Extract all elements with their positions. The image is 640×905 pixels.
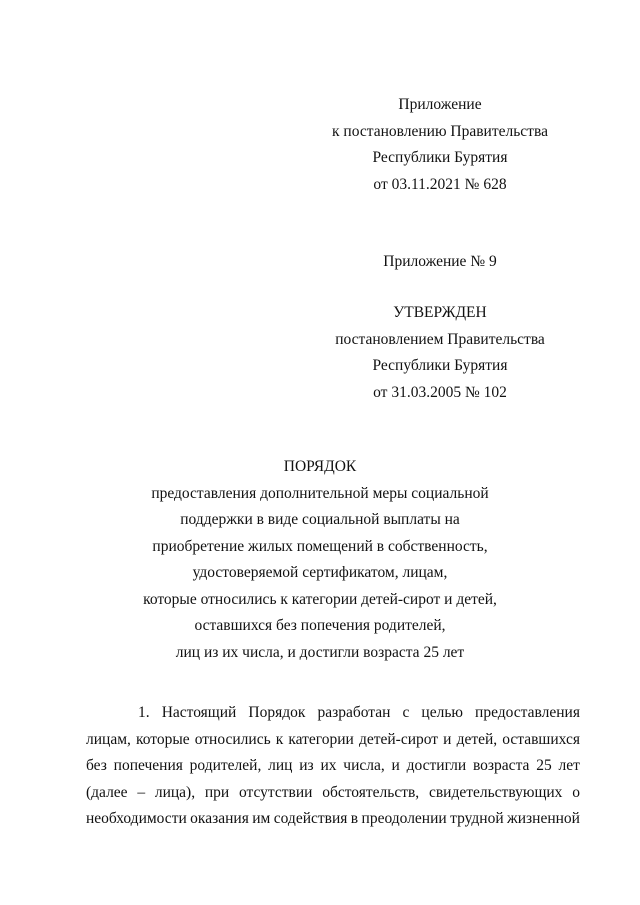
word: содействия bbox=[273, 810, 348, 827]
paragraph-line bbox=[86, 806, 580, 833]
word: при bbox=[204, 783, 230, 801]
word: о bbox=[572, 783, 580, 801]
paragraph-line bbox=[86, 753, 580, 780]
appendix-header bbox=[320, 92, 560, 198]
word: обстоятельств, bbox=[322, 783, 420, 801]
approved-region: Республики Бурятия bbox=[372, 357, 508, 374]
approved-block bbox=[320, 300, 560, 406]
word: детей, bbox=[456, 730, 498, 748]
paragraph-line bbox=[86, 700, 580, 727]
appendix-decree-ref: к постановлению Правительства bbox=[332, 122, 548, 140]
title-line: которые относились к категории детей-сирот и детей, bbox=[143, 590, 497, 608]
appendix-date-number: от 03.11.2021 № 628 bbox=[373, 175, 507, 193]
word: и bbox=[443, 730, 452, 748]
title-line: приобретение жилых помещений в собственность, bbox=[152, 537, 488, 555]
word: 1. bbox=[138, 704, 150, 721]
word: необходимости bbox=[86, 810, 187, 827]
document-title bbox=[60, 454, 580, 666]
word: Порядок bbox=[248, 704, 306, 721]
title-line: предоставления дополнительной меры социальной bbox=[151, 484, 489, 502]
word: лет bbox=[558, 757, 580, 774]
appendix-label: Приложение bbox=[398, 96, 482, 113]
word: которые bbox=[135, 730, 190, 748]
word: детей-сирот bbox=[358, 730, 439, 748]
word: категории bbox=[288, 730, 354, 748]
word: отсутствии bbox=[238, 783, 313, 801]
word: – bbox=[137, 783, 146, 801]
approved-heading: УТВЕРЖДЕН bbox=[393, 304, 487, 321]
paragraph-line bbox=[86, 780, 580, 807]
appendix-region: Республики Бурятия bbox=[372, 149, 508, 166]
title-line: лиц из их числа, и достигли возраста 25 лет bbox=[175, 643, 465, 661]
appendix-number: Приложение № 9 bbox=[383, 253, 497, 270]
word: числа, bbox=[343, 757, 385, 774]
paragraph-line bbox=[86, 727, 580, 754]
word: лицам, bbox=[86, 730, 131, 748]
word: им bbox=[252, 810, 271, 827]
word: оказания bbox=[190, 810, 249, 827]
title-line: поддержки в виде социальной выплаты на bbox=[180, 511, 460, 528]
word: жизненной bbox=[507, 810, 580, 827]
word: и bbox=[391, 757, 400, 774]
word: с bbox=[402, 704, 410, 721]
title-line: оставшихся без попечения родителей, bbox=[194, 617, 446, 634]
word: разработан bbox=[317, 704, 391, 721]
word: 25 bbox=[536, 757, 552, 774]
word: Настоящий bbox=[161, 704, 237, 721]
word: лица), bbox=[154, 783, 196, 801]
word: трудной bbox=[450, 810, 504, 827]
word: (далее bbox=[86, 783, 128, 801]
title-heading: ПОРЯДОК bbox=[283, 458, 357, 475]
paragraph-1 bbox=[86, 700, 580, 833]
word: преодолении bbox=[361, 810, 447, 827]
word: родителей, bbox=[189, 757, 262, 774]
word: к bbox=[275, 730, 284, 748]
title-line: удостоверяемой сертификатом, лицам, bbox=[192, 564, 448, 581]
word: предоставления bbox=[475, 704, 580, 721]
word: оставшихся bbox=[502, 730, 580, 748]
word: целью bbox=[421, 704, 463, 721]
word: относились bbox=[194, 730, 271, 748]
approved-date-number: от 31.03.2005 № 102 bbox=[373, 383, 507, 401]
approved-decree-ref: постановлением Правительства bbox=[335, 330, 545, 348]
word: их bbox=[320, 757, 337, 774]
word: достигли bbox=[406, 757, 467, 774]
word: возраста bbox=[472, 757, 530, 774]
word: без bbox=[86, 757, 107, 774]
word: из bbox=[299, 757, 314, 774]
word: свидетельствующих bbox=[428, 783, 563, 801]
appendix-number-block bbox=[320, 249, 560, 276]
word: попечения bbox=[113, 757, 183, 774]
word: лиц bbox=[268, 757, 293, 774]
word: в bbox=[350, 810, 359, 827]
